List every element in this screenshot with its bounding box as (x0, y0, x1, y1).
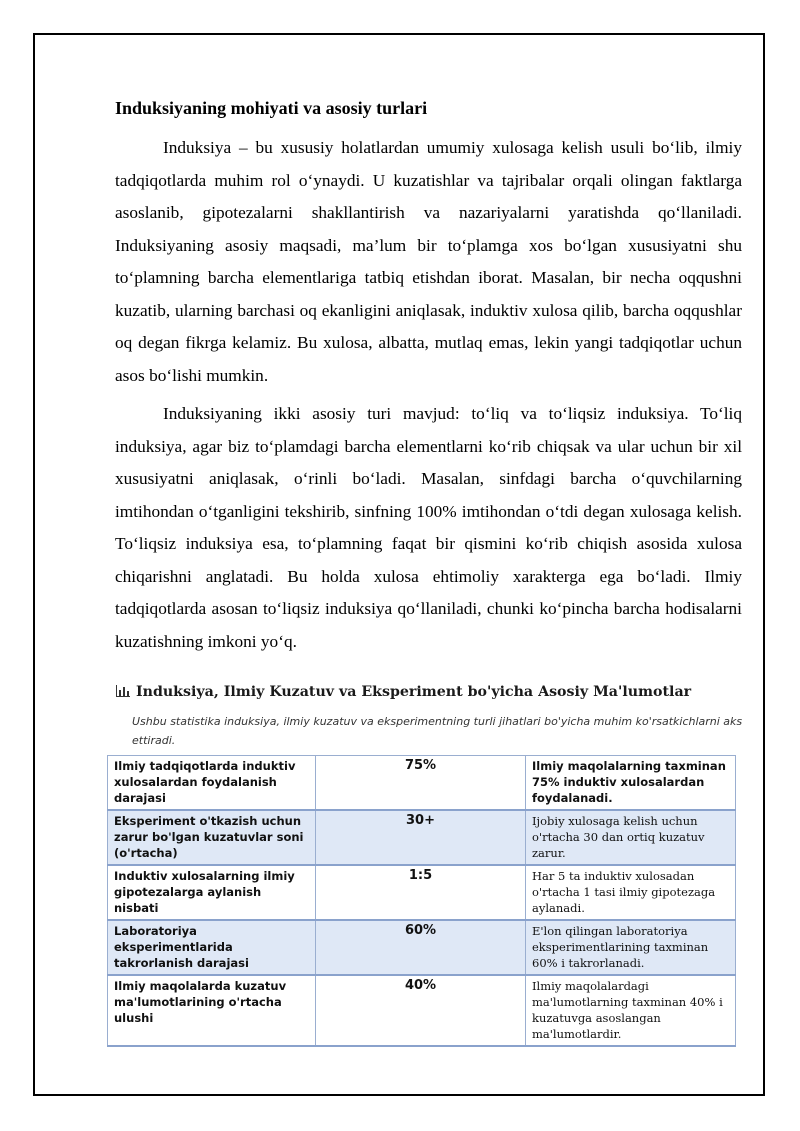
row-label: Ilmiy maqolalarda kuzatuv ma'lumotlarining o'rtacha ulushi (108, 975, 316, 1046)
stats-table (107, 755, 736, 1047)
row-label: Ilmiy tadqiqotlarda induktiv xulosalardan foydalanish darajasi (108, 756, 316, 811)
table-row (108, 810, 736, 865)
table-row (108, 865, 736, 920)
stats-title-text: Induksiya, Ilmiy Kuzatuv va Eksperiment bo'yicha Asosiy Ma'lumotlar (136, 684, 692, 700)
row-value: 30+ (316, 810, 526, 865)
stats-description: Ushbu statistika induksiya, ilmiy kuzatuv va eksperimentning turli jihatlari bo'yicha muhim ko'rsatkichlarni aks ettiradi. (132, 715, 743, 747)
row-value: 60% (316, 920, 526, 975)
row-label: Induktiv xulosalarning ilmiy gipotezalarga aylanish nisbati (108, 865, 316, 920)
paragraph-types: Induksiyaning ikki asosiy turi mavjud: to‘liq va to‘liqsiz induksiya. To‘liq induksiya, agar biz to‘plamdagi barcha elementlarni ko‘rib chiqsak va ular uchun bir xil xususiyatni aniqlasak, o‘rinli bo‘ladi. Masalan, sinfdagi barcha o‘quvchilarning imtihondan o‘tganligini tekshirib, sinfning 100% imtihondan o‘tdi degan xulosaga kelish. To‘liqsiz induksiya esa, to‘plamning faqat bir qismini ko‘rib chiqish asosida xulosa chiqarishni anglatadi. Bu holda xulosa ehtimoliy xarakterga ega bo‘ladi. Ilmiy tadqiqotlarda asosan to‘liqsiz induksiya qo‘llaniladi, chunki ko‘pincha barcha hodisalarni kuzatishning imkoni yo‘q. (115, 404, 742, 651)
row-note: Har 5 ta induktiv xulosadan o'rtacha 1 tasi ilmiy gipotezaga aylanadi. (526, 865, 736, 920)
row-value: 75% (316, 756, 526, 811)
row-note: E'lon qilingan laboratoriya eksperimentlarining taxminan 60% i takrorlanadi. (526, 920, 736, 975)
row-note: Ilmiy maqolalarning taxminan 75% induktiv xulosalardan foydalanadi. (526, 756, 736, 811)
row-label: Laboratoriya eksperimentlarida takrorlanish darajasi (108, 920, 316, 975)
paragraph-definition: Induksiya – bu xususiy holatlardan umumiy xulosaga kelish usuli bo‘lib, ilmiy tadqiqotlarda muhim rol o‘ynaydi. U kuzatishlar va tajribalar orqali olingan faktlarga asoslanib, gipotezalarni shakllantirish va nazariyalarni yaratishda qo‘llaniladi. Induksiyaning asosiy maqsadi, ma’lum bir to‘plamga xos bo‘lgan xususiyatni shu to‘plamning barcha elementlariga tatbiq etishdan iborat. Masalan, bir necha oqqushni kuzatib, ularning barchasi oq ekanligini aniqlasak, induktiv xulosa qilib, barcha oqqushlar oq degan fikrga kelamiz. Bu xulosa, albatta, mutlaq emas, lekin yangi tadqiqotlar uchun asos bo‘lishi mumkin. (115, 138, 742, 385)
row-note: Ilmiy maqolalardagi ma'lumotlarning taxminan 40% i kuzatuvga asoslangan ma'lumotlardir. (526, 975, 736, 1046)
stats-title (116, 682, 756, 702)
bar-chart-icon (116, 685, 130, 697)
table-row (108, 975, 736, 1046)
table-row (108, 756, 736, 811)
row-label: Eksperiment o'tkazish uchun zarur bo'lgan kuzatuvlar soni (o'rtacha) (108, 810, 316, 865)
row-value: 40% (316, 975, 526, 1046)
section-heading: Induksiyaning mohiyati va asosiy turlari (115, 98, 428, 118)
document-body (115, 96, 742, 664)
table-row (108, 920, 736, 975)
row-value: 1:5 (316, 865, 526, 920)
row-note: Ijobiy xulosaga kelish uchun o'rtacha 30 dan ortiq kuzatuv zarur. (526, 810, 736, 865)
